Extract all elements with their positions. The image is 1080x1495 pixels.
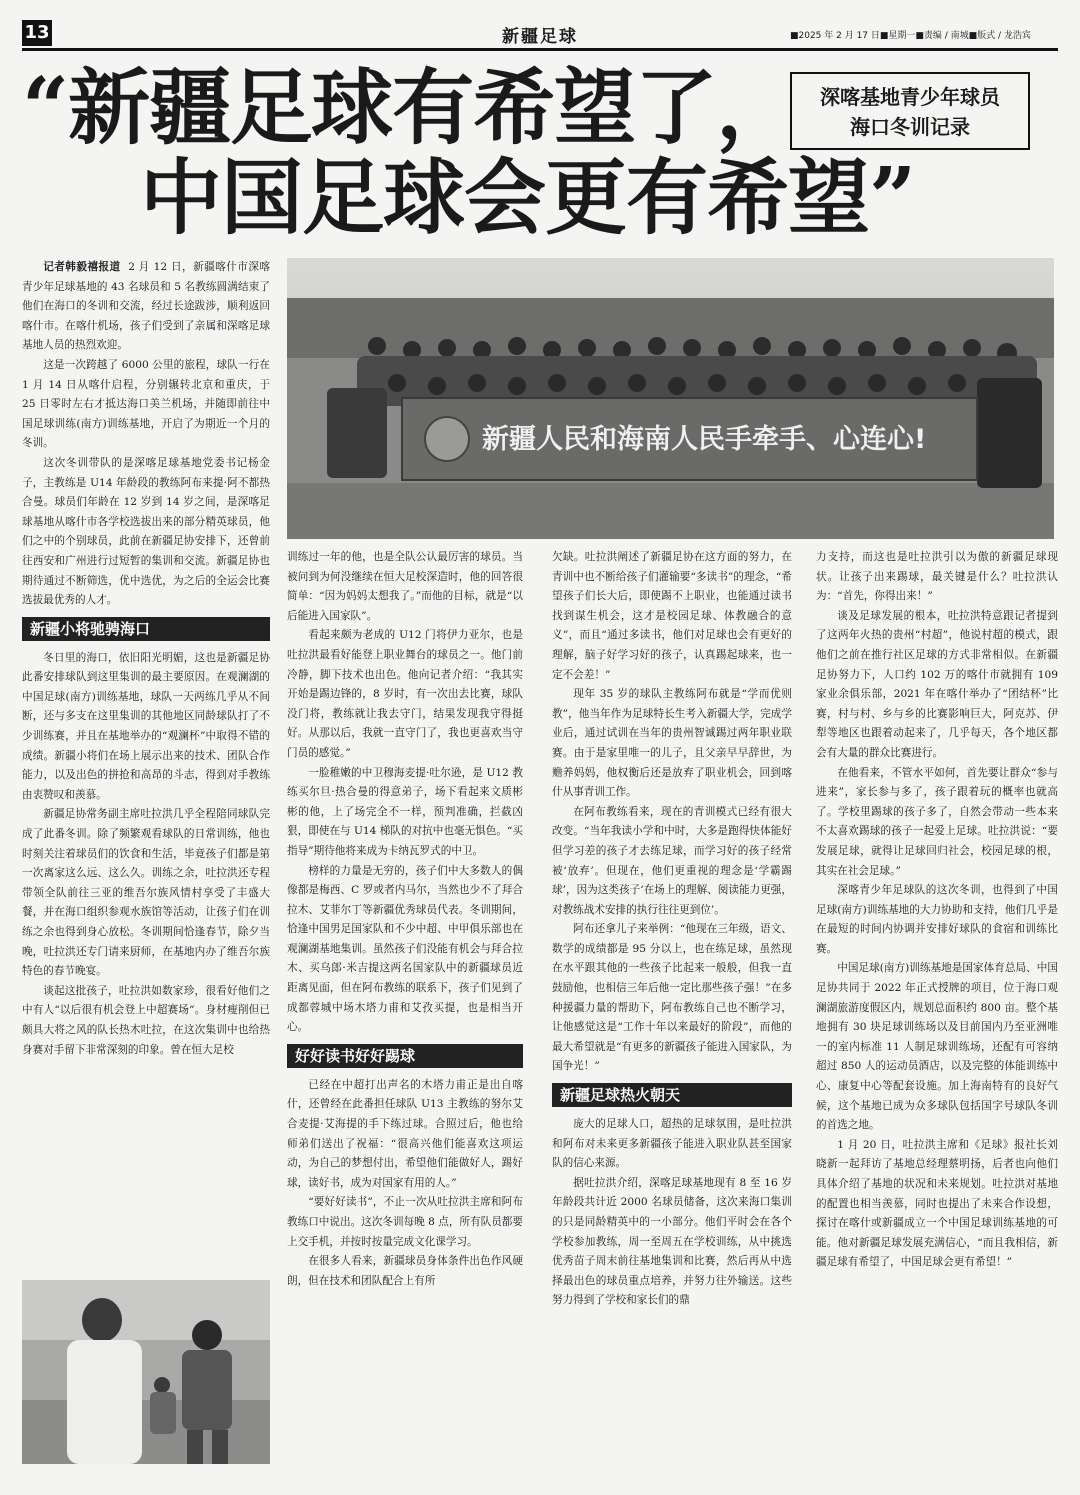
paragraph: 深喀青少年足球队的这次冬训，也得到了中国足球(南方)训练基地的大力协助和支持，他们几乎是在最短的时间内协调并安排好球队的食宿和训练比赛。 bbox=[816, 884, 1058, 955]
section-title: 新疆足球 bbox=[502, 27, 578, 47]
team-photo bbox=[287, 258, 1054, 539]
paragraph: 这是一次跨越了 6000 公里的旅程，球队一行在 1 月 14 日从喀什启程，分别辗转北京和重庆，于 25 日零时左右才抵达海口美兰机场，并随即前往中国足球训练(南方)训练基地，开启了为期近一个月的冬训。 bbox=[22, 358, 270, 450]
paragraph: 新疆足协常务副主席吐拉洪几乎全程陪同球队完成了此番冬训。除了频繁观看球队的日常训练，他也时刻关注着球员们的饮食和生活，毕竟孩子们都是第一次离家这么远、这么久。训练之余，吐拉洪还专程带领全队前往三亚的维吾尔族风情村享受了丰盛大餐，并在海口组织参观水族馆等活动，让孩子们在训练之余也得到身心放松。冬训期间恰逢春节，除夕当晚，吐拉洪还专门请来厨师，在基地内办了维吾尔族特色的春节晚宴。 bbox=[22, 808, 270, 978]
paragraph: 力支持，而这也是吐拉洪引以为傲的新疆足球现状。让孩子出来踢球，最关键是什么？吐拉洪认为：“首先，你得出来！” bbox=[816, 551, 1058, 603]
coach-photo-graphic bbox=[22, 1280, 270, 1464]
coach-photo bbox=[22, 1280, 270, 1464]
paragraph: 在他看来，不管水平如何，首先要让群众“参与进来”，家长参与多了，孩子跟着玩的概率也就高了。学校里踢球的孩子多了，自然会带动一些本来不太喜欢踢球的孩子一起爱上足球。吐拉洪说：“要发展足球，就得让足球回归社会，校园足球的根，其实在社会足球。” bbox=[816, 766, 1058, 877]
paragraph: 在很多人看来，新疆球员身体条件出色作风硬朗，但在技术和团队配合上有所 bbox=[287, 1255, 523, 1287]
subhead-3: 新疆足球热火朝天 bbox=[552, 1083, 792, 1107]
subhead-2: 好好读书好好踢球 bbox=[287, 1044, 523, 1068]
paragraph: 庞大的足球人口，超热的足球氛围，是吐拉洪和阿布对未来更多新疆孩子能进入职业队甚至国家队的信心来源。 bbox=[552, 1118, 792, 1170]
dateline: ■2025 年 2 月 17 日■星期一■责编 / 南城■版式 / 龙浩宾 bbox=[790, 31, 1031, 41]
paragraph: 中国足球(南方)训练基地是国家体育总局、中国足协共同于 2022 年正式授牌的项目，位于海口观澜湖旅游度假区内，规划总面积约 800 亩。整个基地拥有 30 块足球训练场以及目前国内乃至亚洲唯一的室内标准 11 人制足球训练场，还配有可容纳超过 850 人的运动员酒店，以及完整的体能训练中心、康复中心等配套设施。加上海南特有的良好气候，这个基地已成为众多球队包括国字号球队冬训的首选之地。 bbox=[816, 962, 1058, 1132]
article-column-2 bbox=[287, 548, 523, 1483]
paragraph: 这次冬训带队的是深喀足球基地党委书记杨金子，主教练是 U14 年龄段的教练阿布来提·阿不都热合曼。球员们年龄在 12 岁到 14 岁之间，是深喀足球基地从喀什市各学校选拔出来的部分精英球员，他们之中的个别球员，此前在新疆足协安排下，还曾前往西安和广州进行过短暂的集训和交流。新疆足协也期待通过不断筛选，优中选优，为之后的全运会比赛选拔最优秀的人才。 bbox=[22, 456, 270, 607]
subtitle-line-1: 深喀基地青少年球员 bbox=[820, 85, 1000, 109]
paragraph: 冬日里的海口，依旧阳光明媚，这也是新疆足协此番安排球队到这里集训的最主要原因。在观澜湖的中国足球(南方)训练基地，球队一天两练几乎从不间断，还与多支在这里集训的其他地区同龄球队打了不少训练赛，并且在基地举办的“观澜杯”中取得不错的成绩。新疆小将们在场上展示出来的技术、团队合作能力，以及出色的拼抢和高昂的斗志，得到对手教练由衷赞叹和羡慕。 bbox=[22, 651, 270, 801]
paragraph: 欠缺。吐拉洪阐述了新疆足协在这方面的努力，在青训中也不断给孩子们灌输要“多读书”的理念，“希望孩子们长大后，即使踢不上职业，也能通过读书找到谋生机会，这才是校园足球、体教融合的意义”，而且“通过多读书，他们对足球也会有更好的理解，脑子好学习好的孩子，认真踢起球来，也一定不会差！” bbox=[552, 551, 792, 681]
masthead-rule bbox=[22, 48, 1058, 51]
paragraph: 在阿布教练看来，现在的青训模式已经有很大改变。“当年我读小学和中时，大多是跑得快体能好但学习差的孩子才去练足球，而学习好的孩子经常被‘放弃’。但现在，他们更重视的理念是‘学霸踢球’，因为这类孩子‘在场上的理解、阅读能力更强，对教练战术安排的执行往往更到位’。 bbox=[552, 805, 792, 916]
byline: 记者韩毅禧报道 bbox=[43, 261, 121, 273]
article-column-4 bbox=[816, 548, 1058, 1483]
paragraph: 据吐拉洪介绍，深喀足球基地现有 8 至 16 岁年龄段共计近 2000 名球员储备，这次来海口集训的只是同龄精英中的一小部分。他们平时会在各个学校参加教练，周一至周五在学校训练，从中挑选优秀苗子周末前往基地集训和比赛，然后再从中选择最出色的球员重点培养，并努力往外输送。这些努力得到了学校和家长们的鼎 bbox=[552, 1176, 792, 1307]
paragraph: 阿布还拿儿子来举例：“他现在三年级，语文、数学的成绩都是 95 分以上，也在练足球，虽然现在水平跟其他的一些孩子比起来一般般，但我一直鼓励他，也相信三年后他一定比那些孩子强！”在多种援疆力量的帮助下，阿布教练自己也不断学习，让他感觉这是“工作十年以来最好的阶段”，而他的最大希望就是“有更多的新疆孩子能进入国家队，为国争光！” bbox=[552, 923, 792, 1073]
subtitle-box bbox=[790, 72, 1030, 150]
paragraph: 已经在中超打出声名的木塔力甫正是出自喀什，还曾经在此番担任球队 U13 主教练的努尔艾合麦提·艾海提的手下练过球。合照过后，他也给师弟们送出了祝福：“很高兴他们能喜欢这项运动，为自己的梦想付出，希望他们能做好人，踢好球，读好书，成为对国家有用的人。” bbox=[287, 1078, 523, 1189]
subtitle-line-2: 海口冬训记录 bbox=[850, 115, 970, 139]
paragraph: 谈起这批孩子，吐拉洪如数家珍，很看好他们之中有人“以后很有机会登上中超赛场”。身材瘦削但已颇具大将之风的队长热木吐拉，在这次集训中也给热身赛对手留下非常深刻的印象。曾在恒大足校 bbox=[22, 984, 270, 1056]
paragraph: “要好好读书”，不止一次从吐拉洪主席和阿布教练口中说出。这次冬训每晚 8 点，所有队员都要上交手机，并按时按量完成文化课学习。 bbox=[287, 1196, 523, 1248]
banner-slogan: 新疆人民和海南人民手牵手、心连心! bbox=[482, 424, 927, 455]
paragraph: 1 月 20 日，吐拉洪主席和《足球》报社长刘晓新一起拜访了基地总经理蔡明扬，后者也向他们具体介绍了基地的状况和未来规划。吐拉洪对基地的配置也相当羡慕，同时也提出了未来合作设想，探讨在喀什或新疆成立一个中国足球训练基地的可能。他对新疆足球发展充满信心，“而且我相信，新疆足球有希望了，中国足球会更有希望！” bbox=[816, 1138, 1058, 1269]
page-number: 13 bbox=[22, 20, 52, 46]
headline-line-2: 中国足球会更有希望” bbox=[140, 150, 916, 246]
paragraph: 一脸稚嫩的中卫穆海麦提·吐尔逊，是 U12 教练买尔旦·热合曼的得意弟子，场下看起来文质彬彬的他，上了场完全不一样，预判准确，拦截凶狠，即使在与 U14 梯队的对抗中也毫无惧色。“买指导”期待他将来成为卡纳瓦罗式的中卫。 bbox=[287, 766, 523, 857]
paragraph: 谈及足球发展的根本，吐拉洪特意跟记者提到了这两年火热的贵州“村超”，他说村超的模式，跟他们之前在推行社区足球的方式非常相似。在新疆足协努力下，人口约 102 万的喀什市就拥有 109 家业余俱乐部，2021 年在喀什举办了“团结杯”比赛，村与村、乡与乡的比赛影响巨大，阿克苏、伊犁等地区也跟着动起来了，几乎每天，各个地区都会有大量的群众比赛进行。 bbox=[816, 609, 1058, 759]
paragraph: 2 月 12 日，新疆喀什市深喀青少年足球基地的 43 名球员和 5 名教练圆满结束了他们在海口的冬训和交流，经过长途跋涉，顺利返回喀什市。在喀什机场，孩子们受到了亲属和深喀足球基地人员的热烈欢迎。 bbox=[22, 261, 270, 352]
team-photo-graphic bbox=[287, 258, 1054, 539]
paragraph: 现年 35 岁的球队主教练阿布就是“学而优则教”，他当年作为足球特长生考入新疆大学，完成学业后，通过试训在当年的贵州智诚踢过两年职业联赛。由于是家里唯一的儿子，且父亲早早辞世，为赡养妈妈，他权衡后还是放弃了职业机会，回到喀什从事青训工作。 bbox=[552, 688, 792, 799]
paragraph: 榜样的力量是无穷的，孩子们中大多数人的偶像都是梅西、C 罗或者内马尔，当然也少不了拜合拉木、艾菲尔丁等新疆优秀球员代表。冬训期间，恰逢中国男足国家队和不少中超、中甲俱乐部也在观澜湖基地集训。虽然孩子们没能有机会与拜合拉木、买乌郎·米吉提这两名国家队中的新疆球员近距离见面，但在阿布教练的联系下，孩子们见到了成都蓉城中场木塔力甫和艾孜买提，也是相当开心。 bbox=[287, 864, 523, 1034]
article-column-3 bbox=[552, 548, 792, 1483]
headline-line-1: “新疆足球有希望了， bbox=[22, 60, 798, 156]
subhead-1: 新疆小将驰骋海口 bbox=[22, 617, 270, 641]
paragraph: 训练过一年的他，也是全队公认最厉害的球员。当被问到为何没继续在恒大足校深造时，他的回答很简单：“因为妈妈太想我了。”而他的目标，就是“以后能进入国家队”。 bbox=[287, 551, 523, 622]
article-column-1 bbox=[22, 258, 270, 1280]
paragraph: 看起来颇为老成的 U12 门将伊力亚尔，也是吐拉洪最看好能登上职业舞台的球员之一。他门前冷静，脚下技术也出色。他向记者介绍：“我其实开始是踢边锋的，8 岁时，有一次出去比赛，球队没门将，教练就让我去守门，结果发现我守得挺好。从那以后，我就一直守门了，我也更喜欢当守门员的感觉。” bbox=[287, 629, 523, 759]
